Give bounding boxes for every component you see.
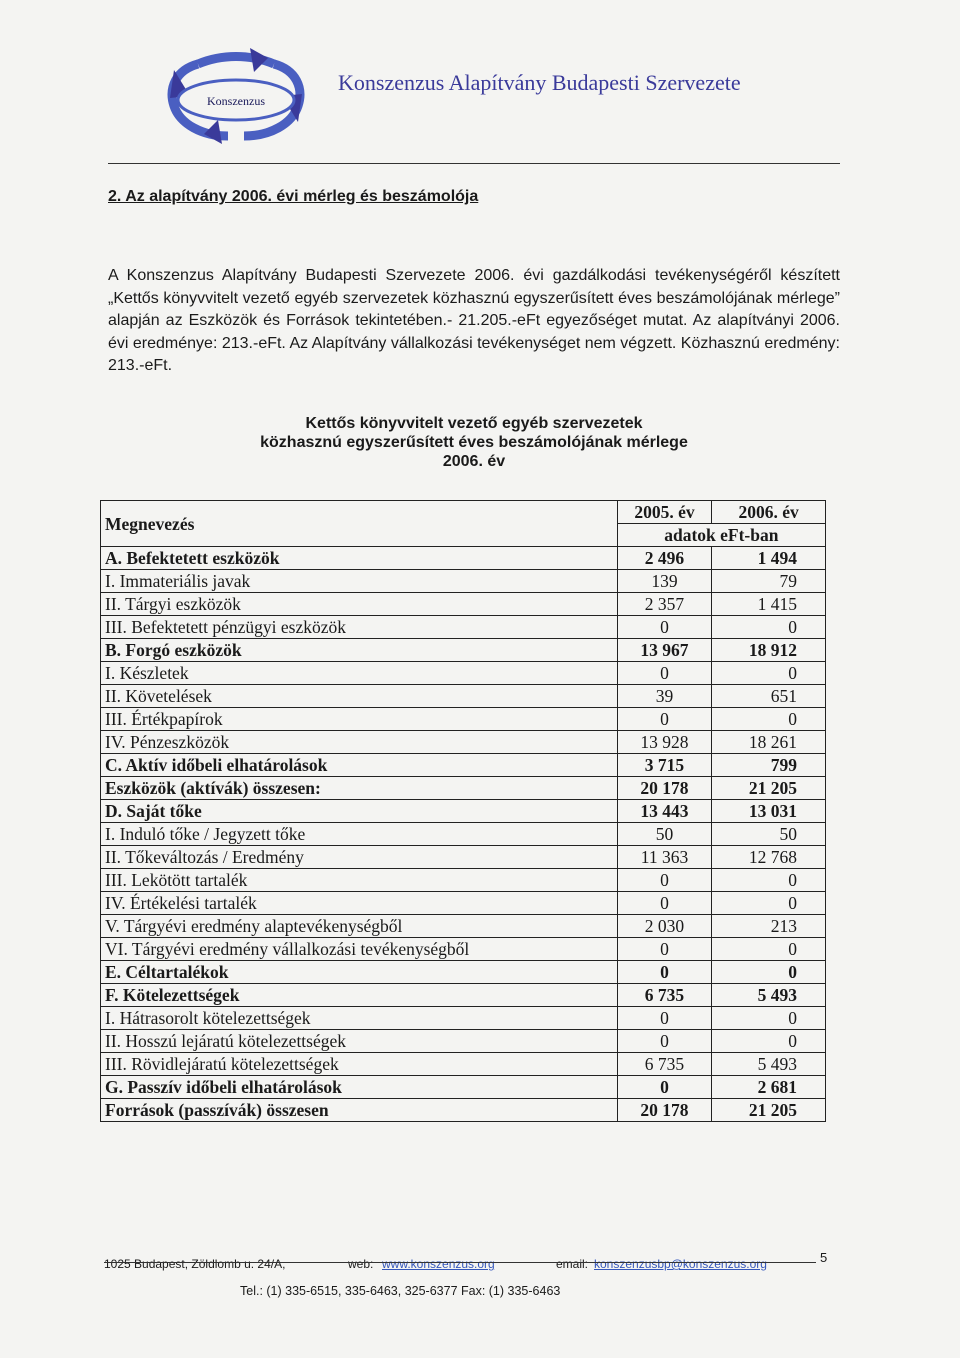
- row-value-2005: 0: [617, 662, 711, 685]
- table-row: [101, 777, 826, 800]
- table-body: [101, 547, 826, 1122]
- row-label: II. Tárgyi eszközök: [101, 593, 618, 616]
- table-row: [101, 1030, 826, 1053]
- table-row: [101, 1053, 826, 1076]
- footer-phone: Tel.: (1) 335-6515, 335-6463, 325-6377 Fax: (1) 335-6463: [240, 1284, 561, 1298]
- row-value-2006: 18 261: [712, 731, 826, 754]
- table-row: [101, 869, 826, 892]
- row-label: E. Céltartalékok: [101, 961, 618, 984]
- footer-email-link[interactable]: konszenzusbp@konszenzus.org: [594, 1257, 767, 1271]
- row-value-2005: 20 178: [617, 777, 711, 800]
- row-label: I. Hátrasorolt kötelezettségek: [101, 1007, 618, 1030]
- row-value-2005: 6 735: [617, 1053, 711, 1076]
- row-label: IV. Értékelési tartalék: [101, 892, 618, 915]
- footer-divider: [104, 1262, 816, 1263]
- table-row: [101, 570, 826, 593]
- footer-email-label: email:: [556, 1257, 589, 1271]
- table-row: [101, 547, 826, 570]
- table-row: [101, 1076, 826, 1099]
- row-value-2005: 0: [617, 616, 711, 639]
- row-label: II. Követelések: [101, 685, 618, 708]
- row-value-2006: 21 205: [712, 1099, 826, 1122]
- header-divider: [108, 163, 840, 164]
- row-value-2005: 0: [617, 961, 711, 984]
- row-label: C. Aktív időbeli elhatárolások: [101, 754, 618, 777]
- balance-sheet-table: [100, 500, 826, 1122]
- row-label: V. Tárgyévi eredmény alaptevékenységből: [101, 915, 618, 938]
- section-heading: 2. Az alapítvány 2006. évi mérleg és beszámolója: [108, 188, 479, 205]
- table-row: [101, 731, 826, 754]
- row-value-2006: 0: [712, 961, 826, 984]
- row-label: Eszközök (aktívák) összesen:: [101, 777, 618, 800]
- row-value-2006: 0: [712, 1030, 826, 1053]
- row-value-2005: 0: [617, 869, 711, 892]
- row-value-2006: 0: [712, 938, 826, 961]
- table-row: [101, 800, 826, 823]
- row-value-2005: 13 967: [617, 639, 711, 662]
- row-value-2006: 0: [712, 892, 826, 915]
- row-value-2005: 13 443: [617, 800, 711, 823]
- row-value-2005: 139: [617, 570, 711, 593]
- row-value-2005: 2 357: [617, 593, 711, 616]
- row-value-2005: 2 030: [617, 915, 711, 938]
- row-value-2006: 1 415: [712, 593, 826, 616]
- row-value-2006: 1 494: [712, 547, 826, 570]
- row-label: Források (passzívák) összesen: [101, 1099, 618, 1122]
- row-label: III. Befektetett pénzügyi eszközök: [101, 616, 618, 639]
- row-value-2006: 799: [712, 754, 826, 777]
- row-label: VI. Tárgyévi eredmény vállalkozási tevékenységből: [101, 938, 618, 961]
- footer-web-link[interactable]: www.konszenzus.org: [382, 1257, 495, 1271]
- table-row: [101, 938, 826, 961]
- table-title: [108, 414, 840, 471]
- row-value-2005: 2 496: [617, 547, 711, 570]
- row-value-2006: 0: [712, 662, 826, 685]
- row-label: A. Befektetett eszközök: [101, 547, 618, 570]
- table-row: [101, 639, 826, 662]
- row-value-2005: 50: [617, 823, 711, 846]
- row-label: III. Rövidlejáratú kötelezettségek: [101, 1053, 618, 1076]
- row-value-2006: 0: [712, 708, 826, 731]
- table-row: [101, 846, 826, 869]
- row-label: I. Készletek: [101, 662, 618, 685]
- row-label: IV. Pénzeszközök: [101, 731, 618, 754]
- table-title-line2: közhasznú egyszerűsített éves beszámolójának mérlege: [260, 434, 688, 451]
- row-value-2006: 79: [712, 570, 826, 593]
- row-label: III. Értékpapírok: [101, 708, 618, 731]
- col-header-2005: 2005. év: [617, 501, 711, 524]
- table-row: [101, 593, 826, 616]
- row-label: B. Forgó eszközök: [101, 639, 618, 662]
- row-label: II. Hosszú lejáratú kötelezettségek: [101, 1030, 618, 1053]
- unit-header: adatok eFt-ban: [617, 524, 825, 547]
- konszenzus-logo: [162, 44, 310, 148]
- row-value-2006: 0: [712, 869, 826, 892]
- row-value-2005: 6 735: [617, 984, 711, 1007]
- table-title-line1: Kettős könyvvitelt vezető egyéb szervezetek: [305, 415, 643, 432]
- row-value-2006: 0: [712, 616, 826, 639]
- row-label: II. Tőkeváltozás / Eredmény: [101, 846, 618, 869]
- row-value-2005: 0: [617, 1030, 711, 1053]
- row-value-2006: 50: [712, 823, 826, 846]
- org-name: Konszenzus Alapítvány Budapesti Szervezete: [338, 70, 741, 95]
- logo-arrows-icon: [162, 44, 310, 148]
- footer-web-label: web:: [348, 1257, 374, 1271]
- table-row: [101, 708, 826, 731]
- row-label: III. Lekötött tartalék: [101, 869, 618, 892]
- page-number: 5: [820, 1250, 828, 1265]
- row-label: G. Passzív időbeli elhatárolások: [101, 1076, 618, 1099]
- row-value-2005: 0: [617, 708, 711, 731]
- row-value-2005: 0: [617, 1007, 711, 1030]
- table-row: [101, 662, 826, 685]
- row-value-2006: 21 205: [712, 777, 826, 800]
- row-value-2006: 2 681: [712, 1076, 826, 1099]
- row-value-2005: 11 363: [617, 846, 711, 869]
- row-value-2006: 5 493: [712, 984, 826, 1007]
- col-header-name: Megnevezés: [101, 501, 618, 547]
- row-label: I. Induló tőke / Jegyzett tőke: [101, 823, 618, 846]
- table-row: [101, 915, 826, 938]
- row-value-2006: 213: [712, 915, 826, 938]
- row-label: F. Kötelezettségek: [101, 984, 618, 1007]
- table-row: [101, 984, 826, 1007]
- row-value-2006: 0: [712, 1007, 826, 1030]
- table-row: [101, 616, 826, 639]
- row-value-2006: 18 912: [712, 639, 826, 662]
- logo-text: Konszenzus: [207, 94, 265, 108]
- row-value-2005: 39: [617, 685, 711, 708]
- table-row: [101, 1099, 826, 1122]
- row-value-2005: 13 928: [617, 731, 711, 754]
- table-title-line3: 2006. év: [442, 453, 506, 470]
- row-value-2005: 0: [617, 892, 711, 915]
- row-label: I. Immateriális javak: [101, 570, 618, 593]
- row-value-2005: 20 178: [617, 1099, 711, 1122]
- table-row: [101, 1007, 826, 1030]
- row-value-2005: 0: [617, 1076, 711, 1099]
- table-row: [101, 685, 826, 708]
- col-header-2006: 2006. év: [712, 501, 826, 524]
- row-value-2006: 12 768: [712, 846, 826, 869]
- table-row: [101, 754, 826, 777]
- row-value-2006: 5 493: [712, 1053, 826, 1076]
- row-value-2005: 0: [617, 938, 711, 961]
- row-label: D. Saját tőke: [101, 800, 618, 823]
- footer-address: 1025 Budapest, Zöldlomb u. 24/A,: [104, 1257, 286, 1271]
- row-value-2006: 13 031: [712, 800, 826, 823]
- row-value-2006: 651: [712, 685, 826, 708]
- table-row: [101, 961, 826, 984]
- table-row: [101, 892, 826, 915]
- row-value-2005: 3 715: [617, 754, 711, 777]
- table-row: [101, 823, 826, 846]
- intro-paragraph: A Konszenzus Alapítvány Budapesti Szervezete 2006. évi gazdálkodási tevékenységéről készített „Kettős könyvvitelt vezető egyéb szervezetek közhasznú egyszerűsített éves beszámolójának mérlege” alapján az Eszközök és Források tekintetében.- 21.205.-eFt egyezőséget mutat. Az alapítványi 2006. évi eredménye: 213.-eFt. Az Alapítvány vállalkozási tevékenységet nem végzett. Közhasznú eredmény: 213.-eFt.: [108, 267, 840, 374]
